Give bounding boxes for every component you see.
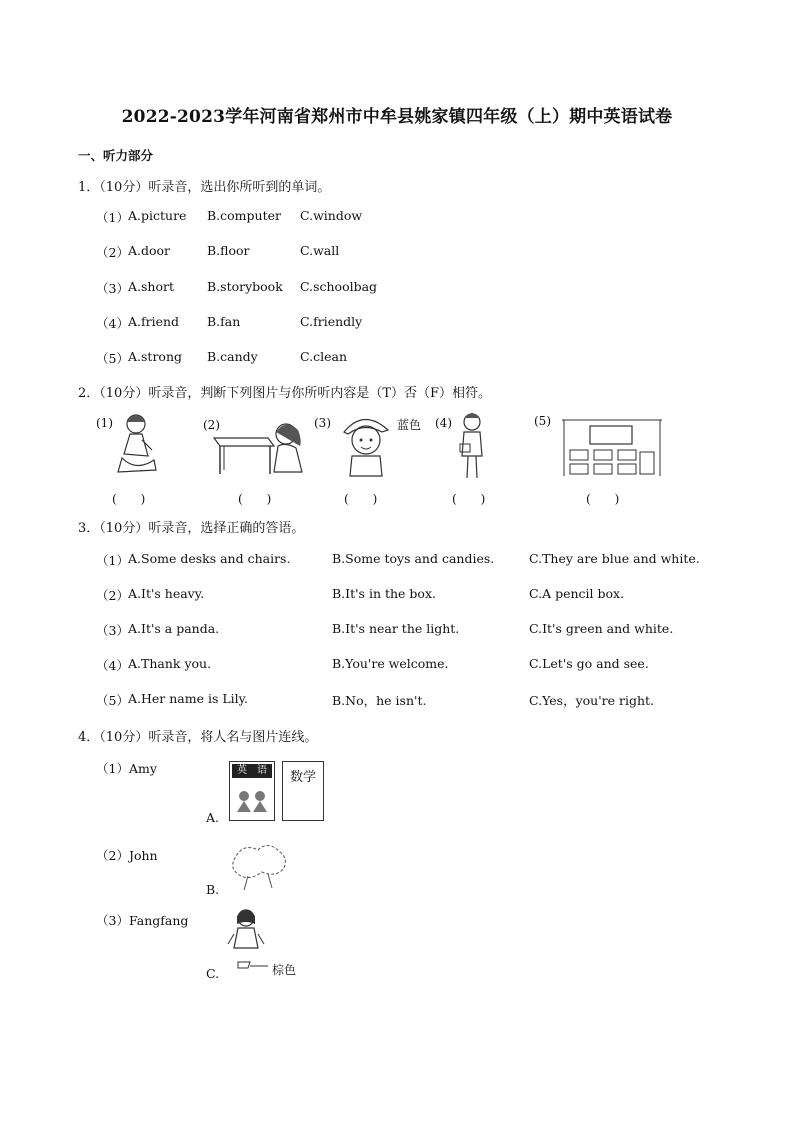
q1-num: （3） <box>96 281 129 296</box>
picture-girl-sitting <box>108 410 168 482</box>
q3-num: （3） <box>96 623 129 638</box>
q3-option-c[interactable]: C.Let's go and see. <box>529 656 649 671</box>
answer-blank[interactable]: ( ) <box>344 492 378 506</box>
q3-option-c[interactable]: C.Yes，you're right. <box>529 693 655 708</box>
q1-option-a[interactable]: A.door <box>128 243 171 258</box>
q1-option-b[interactable]: B.computer <box>207 208 281 223</box>
q1-option-c[interactable]: C.wall <box>300 243 340 258</box>
q3-option-a[interactable]: A.It's heavy. <box>128 586 205 601</box>
q3-option-a[interactable]: A.Thank you. <box>128 656 212 671</box>
answer-blank[interactable]: ( ) <box>586 492 620 506</box>
q3-option-a[interactable]: A.It's a panda. <box>128 621 220 636</box>
q3-option-b[interactable]: B.It's near the light. <box>332 621 460 636</box>
q4-name-john: （2）John <box>96 848 158 863</box>
q1-num: （4） <box>96 316 129 331</box>
english-book-label: 英 语 <box>232 764 272 778</box>
answer-blank[interactable]: ( ) <box>112 492 146 506</box>
q4-option-c[interactable]: C. <box>206 966 220 981</box>
english-book <box>229 761 275 821</box>
q1-option-b[interactable]: B.fan <box>207 314 241 329</box>
q2-pic-label: (3) <box>314 416 331 430</box>
q1-stem: 1．（10分）听录音，选出你所听到的单词。 <box>78 180 331 195</box>
q3-option-c[interactable]: C.It's green and white. <box>529 621 674 636</box>
q3-stem: 3．（10分）听录音，选择正确的答语。 <box>78 521 305 536</box>
answer-blank[interactable]: ( ) <box>238 492 272 506</box>
q3-num: （5） <box>96 693 129 708</box>
q2-stem: 2．（10分）听录音，判断下列图片与你所听内容是（T）否（F）相符。 <box>78 386 492 401</box>
q1-option-b[interactable]: B.floor <box>207 243 250 258</box>
q4-name-fangfang: （3）Fangfang <box>96 913 189 928</box>
q1-option-c[interactable]: C.schoolbag <box>300 279 378 294</box>
picture-boy-cap <box>336 410 396 482</box>
q1-option-c[interactable]: C.clean <box>300 349 347 364</box>
q4-name-amy: （1）Amy <box>96 761 157 776</box>
q1-option-c[interactable]: C.window <box>300 208 363 223</box>
q3-option-b[interactable]: B.You're welcome. <box>332 656 449 671</box>
color-note-brown: 棕色 <box>272 963 297 977</box>
picture-desk-girl <box>210 416 310 482</box>
q3-option-a[interactable]: A.Her name is Lily. <box>128 691 249 706</box>
q2-pic-label: (2) <box>203 418 220 432</box>
q3-num: （2） <box>96 588 129 603</box>
q1-option-b[interactable]: B.storybook <box>207 279 283 294</box>
q1-option-a[interactable]: A.picture <box>128 208 187 223</box>
q1-num: （2） <box>96 245 129 260</box>
q2-pic-label: (4) <box>435 416 452 430</box>
answer-blank[interactable]: ( ) <box>452 492 486 506</box>
picture-kite-sketch <box>228 838 294 894</box>
q1-option-a[interactable]: A.short <box>128 279 174 294</box>
picture-girl-standing <box>452 408 492 484</box>
q3-option-c[interactable]: C.They are blue and white. <box>529 551 700 566</box>
page-title: 2022-2023学年河南省郑州市中牟县姚家镇四年级（上）期中英语试卷 <box>121 107 673 127</box>
picture-girl-brown <box>228 904 268 974</box>
section-heading: 一、听力部分 <box>78 148 154 163</box>
q1-option-a[interactable]: A.friend <box>128 314 180 329</box>
q1-num: （1） <box>96 210 129 225</box>
q3-option-b[interactable]: B.It's in the box. <box>332 586 436 601</box>
q3-option-b[interactable]: B.Some toys and candies. <box>332 551 495 566</box>
q1-option-b[interactable]: B.candy <box>207 349 258 364</box>
math-book-label: 数学 <box>289 770 316 785</box>
q3-option-c[interactable]: C.A pencil box. <box>529 586 625 601</box>
q2-pic-label: (1) <box>96 416 113 430</box>
q4-option-b[interactable]: B. <box>206 882 220 897</box>
q3-num: （4） <box>96 658 129 673</box>
q1-option-a[interactable]: A.strong <box>128 349 182 364</box>
q1-option-c[interactable]: C.friendly <box>300 314 363 329</box>
q3-option-b[interactable]: B.No，he isn't. <box>332 693 427 708</box>
q4-option-a[interactable]: A. <box>206 810 220 825</box>
picture-classroom <box>560 412 664 484</box>
q3-num: （1） <box>96 553 129 568</box>
q3-option-a[interactable]: A.Some desks and chairs. <box>128 551 291 566</box>
q4-stem: 4．（10分）听录音，将人名与图片连线。 <box>78 730 318 745</box>
q2-pic-label: (5) <box>534 414 551 428</box>
book-kids-icon <box>234 788 270 816</box>
q1-num: （5） <box>96 351 129 366</box>
math-book <box>282 761 324 821</box>
color-note-blue: 蓝色 <box>397 418 422 432</box>
